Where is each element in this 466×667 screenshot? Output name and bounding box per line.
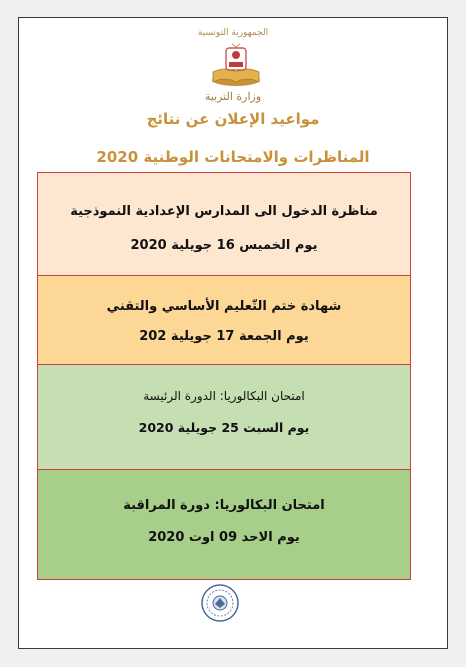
result-date: يوم الخميس 16 جويلية 2020 [130,238,318,253]
document-title-line-1: مواعيد الإعلان عن نتائج [146,110,320,128]
exam-name: امتحان البكالوريا: الدورة الرئيسة [143,389,305,403]
document-title-line-2: المناظرات والامتحانات الوطنية 2020 [96,148,370,166]
republic-heading: الجمهورية التونسية [197,28,269,38]
schedule-item-3 [37,364,411,470]
schedule-item-1 [37,172,411,276]
result-date: يوم الاحد 09 اوت 2020 [148,530,300,545]
result-date: يوم الجمعة 17 جويلية 202 [139,329,309,344]
exam-name: مناظرة الدخول الى المدارس الإعدادية النموذجية [70,204,378,219]
ministry-name: وزارة التربية [204,90,262,103]
exam-name: شهادة ختم التّعليم الأساسي والتقني [106,299,342,314]
schedule-item-2 [37,275,411,365]
ministry-emblem-icon [207,42,265,88]
schedule-item-4 [37,469,411,580]
result-date: يوم السبت 25 جويلية 2020 [138,420,310,435]
ministry-seal-icon [200,583,240,623]
exam-name: امتحان البكالوريا: دورة المراقبة [123,498,325,513]
